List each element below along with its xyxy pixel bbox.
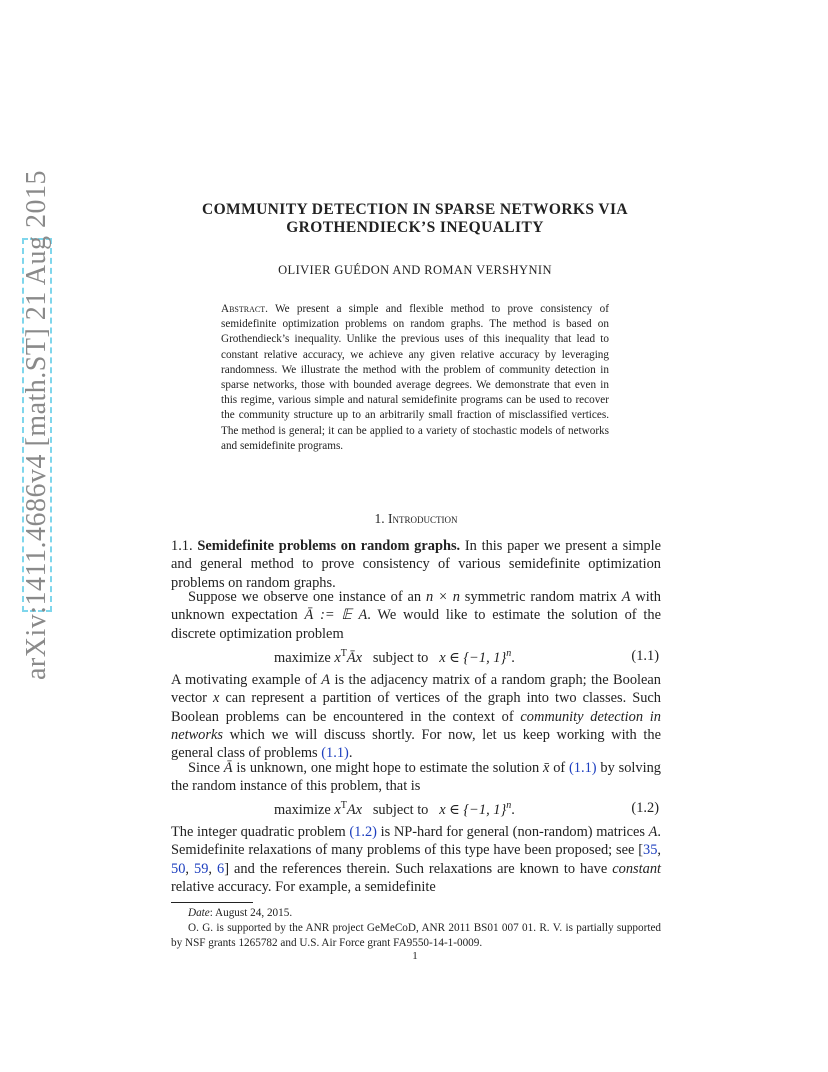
subsection-paragraph bbox=[171, 537, 661, 592]
equation-1-2 bbox=[171, 800, 661, 820]
text-run: relative accuracy. For example, a semidefinite bbox=[171, 878, 436, 895]
text-run: is NP-hard for general (non-random) matrices bbox=[376, 824, 649, 840]
eq-matrix: Āx bbox=[346, 649, 363, 666]
citation-link[interactable]: 50 bbox=[171, 860, 186, 877]
text-run: A motivating example of bbox=[171, 672, 322, 688]
eq-power: n bbox=[506, 800, 512, 811]
paper-title-line-2: GROTHENDIECK’S INEQUALITY bbox=[286, 219, 544, 236]
paragraph-motivation bbox=[171, 671, 661, 762]
emphasis-text: community detection in networks bbox=[171, 708, 661, 743]
citation-link[interactable]: 6 bbox=[217, 860, 225, 877]
text-run: . Semidefinite relaxations of many problems of this type have been proposed; see [ bbox=[171, 824, 662, 859]
paper-authors: OLIVIER GUÉDON AND ROMAN VERSHYNIN bbox=[278, 263, 552, 277]
paragraph-observation bbox=[171, 588, 661, 643]
math-matrix-a: A bbox=[621, 589, 631, 605]
abstract-label: Abstract. bbox=[221, 303, 268, 315]
section-number: 1. bbox=[374, 511, 385, 526]
arxiv-identifier[interactable]: arXiv:1411.4686v4 [math.ST] 21 Aug 2015 bbox=[21, 170, 52, 680]
eq-constraint: x ∈ {−1, 1} bbox=[439, 649, 507, 666]
eq-text: subject to bbox=[372, 801, 429, 818]
math-vector-x: x bbox=[213, 690, 220, 707]
equation-reference-link[interactable]: (1.1) bbox=[569, 760, 597, 776]
eq-transpose: T bbox=[340, 800, 347, 811]
eq-power: n bbox=[506, 648, 512, 659]
equation-1-1-body bbox=[274, 648, 515, 667]
section-heading bbox=[170, 511, 662, 527]
math-abar: Ā bbox=[223, 760, 233, 776]
date-value: : August 24, 2015. bbox=[209, 907, 293, 919]
eq-matrix: Ax bbox=[346, 801, 363, 818]
equation-reference-link[interactable]: (1.1) bbox=[321, 745, 349, 762]
eq-transpose: T bbox=[340, 648, 347, 659]
eq-text: subject to bbox=[372, 649, 429, 666]
eq-text: . bbox=[511, 801, 515, 818]
text-run: of bbox=[549, 760, 570, 776]
math-xbar: x̄ bbox=[542, 760, 550, 776]
equation-1-1-number: (1.1) bbox=[631, 648, 659, 664]
subsection-title: Semidefinite problems on random graphs. bbox=[197, 538, 461, 554]
text-run: , bbox=[208, 860, 218, 877]
footnote-date bbox=[171, 906, 661, 921]
paper-title-line-1: COMMUNITY DETECTION IN SPARSE NETWORKS VIA bbox=[201, 201, 629, 218]
eq-text: . bbox=[511, 649, 515, 666]
equation-1-1 bbox=[171, 648, 661, 668]
date-label: Date bbox=[188, 907, 210, 919]
math-matrix-a: A bbox=[648, 824, 658, 840]
text-run: . bbox=[348, 745, 353, 762]
eq-var: x bbox=[334, 649, 341, 666]
equation-1-2-body bbox=[274, 800, 515, 819]
math-matrix-a: A bbox=[321, 672, 331, 688]
citation-link[interactable]: 59 bbox=[194, 860, 209, 877]
abstract bbox=[221, 302, 609, 454]
eq-text: maximize bbox=[274, 801, 335, 818]
text-run: which we will discuss shortly. For now, let us keep working with the general class of problems bbox=[171, 726, 661, 762]
section-title: Introduction bbox=[388, 511, 458, 526]
equation-1-2-number: (1.2) bbox=[631, 800, 659, 816]
eq-text: maximize bbox=[274, 649, 335, 666]
text-run: with unknown expectation bbox=[171, 589, 661, 624]
paragraph-random-instance bbox=[171, 759, 661, 796]
text-run: , bbox=[657, 842, 661, 859]
math-n-by-n: n × n bbox=[426, 589, 460, 605]
math-expectation: Ā := 𝔼 A bbox=[304, 607, 368, 624]
text-run: is unknown, one might hope to estimate the solution bbox=[232, 760, 543, 776]
page-number: 1 bbox=[412, 950, 418, 962]
citation-link[interactable]: 35 bbox=[643, 842, 658, 859]
text-run: can represent a partition of vertices of the graph into two classes. Such Boolean problems can be encountered in the context of bbox=[171, 690, 662, 725]
eq-constraint: x ∈ {−1, 1} bbox=[439, 801, 507, 818]
text-run: by solving the random instance of this problem, that is bbox=[171, 760, 662, 795]
abstract-text: We present a simple and flexible method to prove consistency of semidefinite optimization problems on random graphs. The method is based on Grothendieck’s inequality. Unlike the previous uses of this inequality that lead to constant relative accuracy, we achieve any given relative accuracy by leveraging randomness. We illustrate the method with the problem of community detection in sparse networks, those with bounded average degrees. We demonstrate that even in this regime, various simple and natural semidefinite programs can be used to recover the community structure up to an arbitrarily small fraction of misclassified vertices. The method is general; it can be applied to a variety of stochastic models of networks and semidefinite programs. bbox=[221, 303, 609, 452]
text-run: ] and the references therein. Such relaxations are known to have bbox=[224, 860, 613, 877]
text-run: The integer quadratic problem bbox=[171, 824, 350, 840]
text-run: Since bbox=[188, 760, 224, 776]
emphasis-text: constant bbox=[612, 860, 662, 877]
text-run: is the adjacency matrix of a random graph; the Boolean vector bbox=[171, 672, 661, 707]
paragraph-np-hard bbox=[171, 823, 661, 896]
text-run: , bbox=[185, 860, 195, 877]
equation-reference-link[interactable]: (1.2) bbox=[349, 824, 377, 840]
eq-var: x bbox=[334, 801, 341, 818]
text-run: Suppose we observe one instance of an bbox=[188, 589, 427, 605]
subsection-number: 1.1. bbox=[171, 538, 193, 554]
footnote-funding: O. G. is supported by the ANR project GeMeCoD, ANR 2011 BS01 007 01. R. V. is partially supported by NSF grants 1265782 and U.S. Air Force grant FA9550-14-1-0009. bbox=[171, 922, 661, 949]
footnote-rule bbox=[171, 902, 253, 903]
text-run: . We would like to estimate the solution of the discrete optimization problem bbox=[171, 607, 661, 642]
text-run: symmetric random matrix bbox=[459, 589, 622, 605]
subsection-lead-text: In this paper we present a simple and general method to prove consistency of various semidefinite optimization problems on random graphs. bbox=[171, 538, 661, 591]
